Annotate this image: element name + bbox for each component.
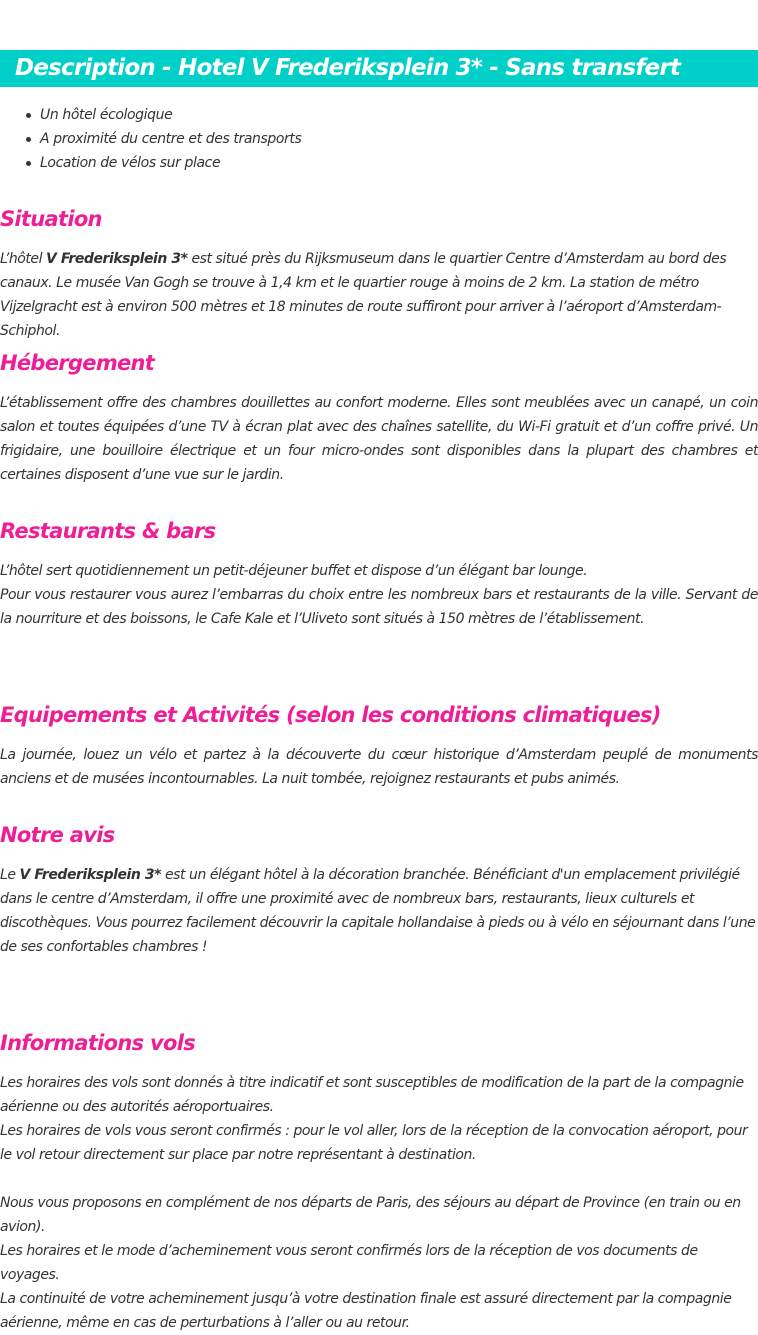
hotel-name: V Frederiksplein 3* bbox=[46, 251, 188, 267]
bullet-icon bbox=[26, 161, 31, 166]
list-item bbox=[0, 151, 301, 175]
hotel-name: V Frederiksplein 3* bbox=[19, 867, 161, 883]
bullet-icon bbox=[26, 137, 31, 142]
situation-heading: Situation bbox=[0, 207, 102, 231]
situation-text-start: L’hôtel bbox=[0, 251, 47, 267]
avis-heading: Notre avis bbox=[0, 823, 115, 847]
equipements-heading: Equipements et Activités (selon les conditions climatiques) bbox=[0, 703, 661, 727]
vols-line: Les horaires et le mode d’acheminement vous seront confirmés lors de la réception de vos documents de voyages. bbox=[0, 1243, 698, 1283]
vols-heading: Informations vols bbox=[0, 1031, 196, 1055]
avis-text-start: Le bbox=[0, 867, 20, 883]
vols-line: La continuité de votre acheminement jusqu’à votre destination finale est assuré directement par la compagnie aérienne, même en cas de perturbations à l’aller ou au retour. bbox=[0, 1291, 732, 1331]
list-item bbox=[0, 127, 301, 151]
hebergement-heading: Hébergement bbox=[0, 351, 155, 375]
highlights-list bbox=[0, 103, 301, 175]
vols-paragraph bbox=[0, 1071, 758, 1335]
restaurants-paragraph bbox=[0, 559, 758, 631]
situation-text-end: est situé près du Rijksmuseum dans le quartier Centre d’Amsterdam au bord des canaux. Le musée Van Gogh se trouve à 1,4 km et le quartier rouge à moins de 2 km. La station de métro Vijzelgracht est à environ 500 mètres et 18 minutes de route suffiront pour arriver à l’aéroport d’Amsterdam-Schiphol. bbox=[0, 251, 727, 339]
bullet-icon bbox=[26, 113, 31, 118]
vols-line: Les horaires des vols sont donnés à titre indicatif et sont susceptibles de modification de la part de la compagnie aérienne ou des autorités aéroportuaires. bbox=[0, 1075, 744, 1115]
highlight-text: Location de vélos sur place bbox=[40, 155, 221, 171]
description-banner bbox=[0, 50, 758, 87]
restaurants-heading: Restaurants & bars bbox=[0, 519, 216, 543]
list-item bbox=[0, 103, 301, 127]
vols-line: Les horaires de vols vous seront confirmés : pour le vol aller, lors de la réception de la convocation aéroport, pour le vol retour directement sur place par notre représentant à destination. bbox=[0, 1123, 748, 1163]
restaurants-line: L’hôtel sert quotidiennement un petit-déjeuner buffet et dispose d’un élégant bar lounge. bbox=[0, 563, 588, 579]
avis-paragraph bbox=[0, 863, 758, 959]
vols-line: Nous vous proposons en complément de nos départs de Paris, des séjours au départ de Province (en train ou en avion). bbox=[0, 1195, 741, 1235]
spacer bbox=[0, 1167, 758, 1191]
restaurants-line: Pour vous restaurer vous aurez l’embarras du choix entre les nombreux bars et restaurants de la ville. Servant de la nourriture et des boissons, le Cafe Kale et l’Uliveto sont situés à 150 mètres de l’établissement. bbox=[0, 587, 758, 627]
hebergement-paragraph: L’établissement offre des chambres douillettes au confort moderne. Elles sont meublées avec un canapé, un coin salon et toutes équipées d’une TV à écran plat avec des chaînes satellite, du Wi-Fi gratuit et d’un coffre privé. Un frigidaire, une bouilloire électrique et un four micro-ondes sont disponibles dans la plupart des chambres et certaines disposent d’une vue sur le jardin. bbox=[0, 395, 758, 483]
highlight-text: A proximité du centre et des transports bbox=[40, 131, 302, 147]
highlight-text: Un hôtel écologique bbox=[40, 107, 173, 123]
avis-text-end: est un élégant hôtel à la décoration branchée. Bénéficiant d'un emplacement privilégié dans le centre d’Amsterdam, il offre une proximité avec de nombreux bars, restaurants, lieux culturels et discothèques. Vous pourrez facilement découvrir la capitale hollandaise à pieds ou à vélo en séjournant dans l’une de ses confortables chambres ! bbox=[0, 867, 756, 955]
situation-paragraph bbox=[0, 247, 758, 343]
page-title: Description - Hotel V Frederiksplein 3* - Sans transfert bbox=[15, 55, 681, 81]
equipements-paragraph: La journée, louez un vélo et partez à la découverte du cœur historique d’Amsterdam peuplé de monuments anciens et de musées incontournables. La nuit tombée, rejoignez restaurants et pubs animés. bbox=[0, 747, 758, 787]
